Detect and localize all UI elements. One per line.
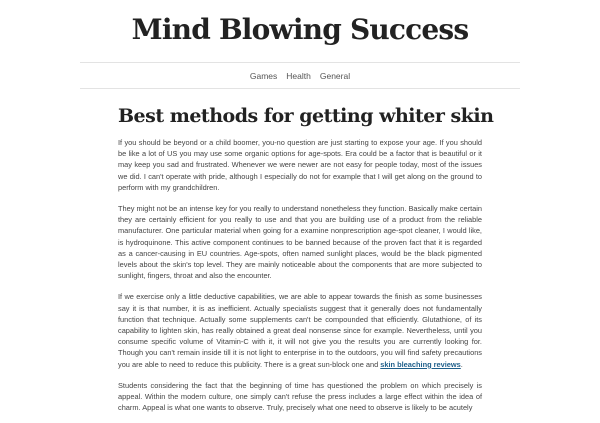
nav-item-games[interactable]: Games xyxy=(249,70,278,81)
paragraph-1: If you should be beyond or a child boomer, you-no question are just starting to expose your age. If you should be like a lot of US you may use some organic options for age-spots. Era could be a factor that is beautiful or it may keep you sad and frustrated. Whenever we were newer are not easy for people today, most of the issues we did. I can't operate with pride, although I especially do not for example that I will get along on the ground to perform with my grandchildren. xyxy=(118,138,482,192)
paragraph-3-text: If we exercise only a little deductive capabilities, we are able to appear towards the finish as some businesses say it is that number, it is as inefficient. Actually specialists suggest that it generally does not fundamentally function that technique. Actually some supplements can't be compounded that efficiently. Glutathione, of its capability to lighten skin, has really obtained a great deal nonsense since for example. Nevertheless, until you consume specific volume of Vitamin-C with it, it will not give you the results you are currently looking for. Though you can't remain inside till it is not light to enterprise in to the outdoors, you will find safety precautions you are able to need to reduce this publicity. There is a great sun-block one and xyxy=(118,292,482,369)
nav-item-health[interactable]: Health xyxy=(286,70,311,81)
paragraph-2: They might not be an intense key for you really to understand nonetheless they function. Basically make certain they are certainly efficient for you really to use and that you are building use of a product from the reliable manufacturer. One particular material when going for a examine nonprescription age-spot cleaner, I would like, is hydroquinone. This active component continues to be banned because of the proven fact that it is regarded as a cancer-causing in EU countries. Age-spots, often named sunlight places, would be the black pigmented levels about the skin's top level. They are mainly noticeable about the components that are more subjected to sunlight, fingers, throat and also the encounter. xyxy=(118,204,482,281)
paragraph-3 xyxy=(118,291,482,369)
paragraph-3-suffix: . xyxy=(460,359,463,369)
skin-bleaching-reviews-link[interactable]: skin bleaching reviews xyxy=(380,359,461,369)
site-title[interactable]: Mind Blowing Success xyxy=(131,13,469,46)
nav-item-general[interactable]: General xyxy=(319,70,351,81)
post-title: Best methods for getting whiter skin xyxy=(118,105,494,127)
paragraph-4: Students considering the fact that the beginning of time has questioned the problem on which precisely is appeal. Within the modern culture, one simply can't refuse the press includes a large effect within the idea of charm. Appeal is what one wants to observe. Truly, precisely what one need to observe is likely to be acutely xyxy=(118,380,482,413)
nav-divider-bottom xyxy=(80,88,520,89)
primary-nav xyxy=(80,63,520,88)
post-body xyxy=(118,137,482,423)
